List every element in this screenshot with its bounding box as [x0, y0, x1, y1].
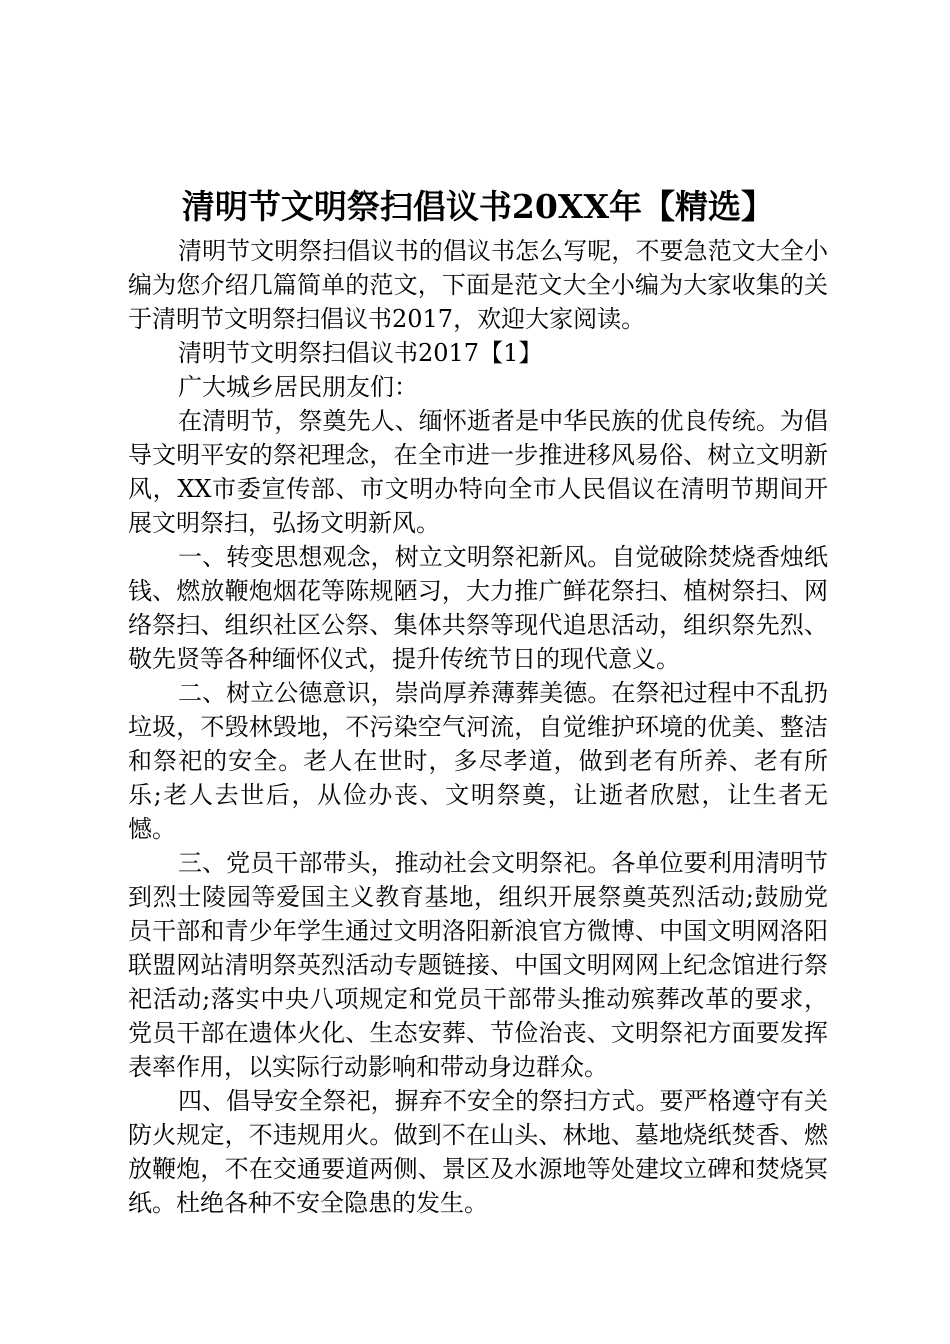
body-paragraph: 二、树立公德意识，崇尚厚养薄葬美德。在祭祀过程中不乱扔垃圾，不毁林毁地，不污染空气河流，自觉维护环境的优美、整洁和祭祀的安全。老人在世时，多尽孝道，做到老有所养、老有所乐;老人去世后，从俭办丧、文明祭奠，让逝者欣慰，让生者无憾。 — [128, 679, 828, 843]
intro-paragraph: 清明节文明祭扫倡议书的倡议书怎么写呢，不要急范文大全小编为您介绍几篇简单的范文，下面是范文大全小编为大家收集的关于清明节文明祭扫倡议书2017，欢迎大家阅读。 — [128, 237, 828, 333]
body-paragraph: 三、党员干部带头，推动社会文明祭祀。各单位要利用清明节到烈士陵园等爱国主义教育基地，组织开展祭奠英烈活动;鼓励党员干部和青少年学生通过文明洛阳新浪官方微博、中国文明网洛阳联盟网站清明祭英烈活动专题链接、中国文明网网上纪念馆进行祭祀活动;落实中央八项规定和党员干部带头推动殡葬改革的要求，党员干部在遗体火化、生态安葬、节俭治丧、文明祭祀方面要发挥表率作用，以实际行动影响和带动身边群众。 — [128, 849, 828, 1081]
salutation: 广大城乡居民朋友们： — [178, 373, 418, 401]
body-paragraph: 一、转变思想观念，树立文明祭祀新风。自觉破除焚烧香烛纸钱、燃放鞭炮烟花等陈规陋习，大力推广鲜花祭扫、植树祭扫、网络祭扫、组织社区公祭、集体共祭等现代追思活动，组织祭先烈、敬先贤等各种缅怀仪式，提升传统节日的现代意义。 — [128, 543, 828, 673]
document-body — [128, 234, 828, 1220]
section-heading: 清明节文明祭扫倡议书2017【1】 — [178, 339, 543, 367]
document-title: 清明节文明祭扫倡议书20XX年【精选】 — [181, 187, 775, 226]
body-paragraph: 四、倡导安全祭祀，摒弃不安全的祭扫方式。要严格遵守有关防火规定，不违规用火。做到不在山头、林地、墓地烧纸焚香、燃放鞭炮，不在交通要道两侧、景区及水源地等处建坟立碑和焚烧冥纸。杜绝各种不安全隐患的发生。 — [128, 1087, 828, 1217]
body-paragraph: 在清明节，祭奠先人、缅怀逝者是中华民族的优良传统。为倡导文明平安的祭祀理念，在全市进一步推进移风易俗、树立文明新风，XX市委宣传部、市文明办特向全市人民倡议在清明节期间开展文明祭扫，弘扬文明新风。 — [128, 407, 828, 537]
